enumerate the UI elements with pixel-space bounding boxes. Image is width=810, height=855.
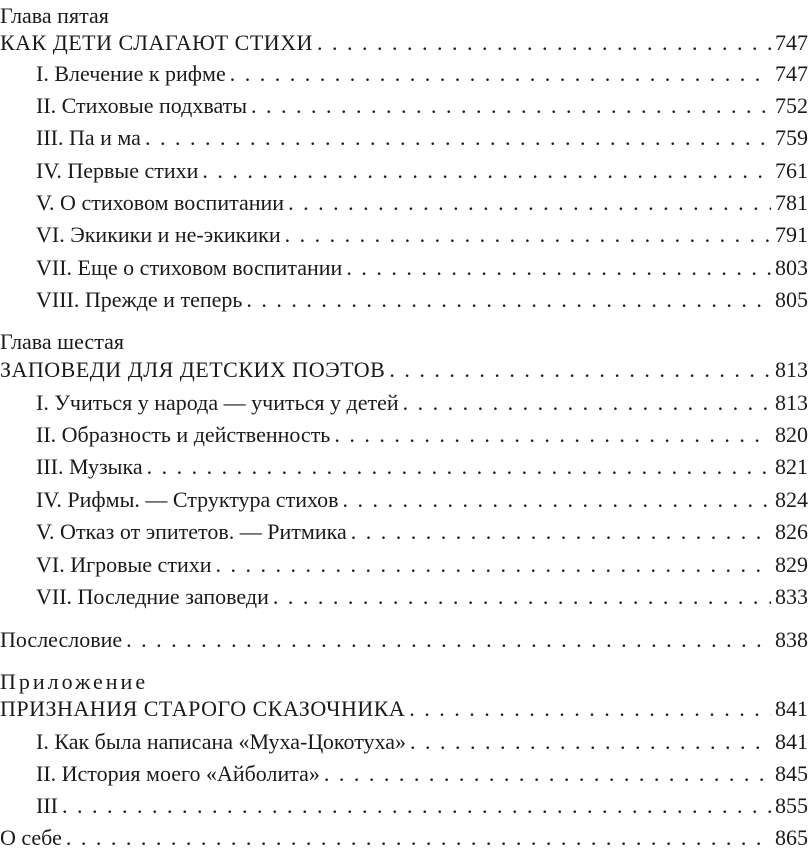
page-number: 759 [775, 125, 808, 150]
dot-leader [230, 58, 771, 90]
dot-leader [215, 549, 771, 581]
entry-title: Послесловие [0, 627, 123, 652]
entry-title: IV. Рифмы. — Структура стихов [36, 487, 339, 512]
dot-leader [62, 790, 771, 822]
entry-title: III. Музыка [36, 454, 143, 479]
page-number: 747 [775, 61, 808, 86]
chapter-label-text: Глава пятая [0, 3, 109, 28]
dot-leader [389, 354, 771, 386]
dot-leader [246, 284, 771, 316]
page-number: 805 [775, 287, 808, 312]
page-number: 824 [775, 487, 808, 512]
toc-entry[interactable] [36, 387, 808, 419]
toc-entry-afterword[interactable] [0, 624, 808, 656]
dot-leader [288, 187, 771, 219]
toc-entry[interactable] [36, 549, 808, 581]
dot-leader [66, 822, 771, 854]
dot-leader [403, 387, 771, 419]
toc-entry[interactable] [36, 451, 808, 483]
toc-entry-chapter-title[interactable] [0, 354, 808, 386]
entry-title: I. Влечение к рифме [36, 61, 226, 86]
dot-leader [351, 516, 771, 548]
page-number: 838 [775, 627, 808, 652]
page-number: 761 [775, 158, 808, 183]
entry-title: II. Стиховые подхваты [36, 93, 248, 118]
page-number: 826 [775, 519, 808, 544]
page-number: 821 [775, 454, 808, 479]
toc-entry-about[interactable] [0, 822, 808, 854]
dot-leader [409, 693, 771, 725]
page-number: 803 [775, 255, 808, 280]
entry-title: II. История моего «Айболита» [36, 761, 320, 786]
toc-entry[interactable] [36, 419, 808, 451]
page-number: 791 [775, 222, 808, 247]
entry-title: III. Па и ма [36, 125, 141, 150]
dot-leader [147, 451, 771, 483]
chapter-label-text: Глава шестая [0, 329, 124, 354]
chapter-title: КАК ДЕТИ СЛАГАЮТ СТИХИ [0, 30, 313, 55]
entry-title: О себе [0, 825, 62, 850]
dot-leader [334, 419, 771, 451]
entry-title: V. О стиховом воспитании [36, 190, 285, 215]
toc-entry[interactable] [36, 155, 808, 187]
toc-entry-appendix-title[interactable] [0, 693, 808, 725]
dot-leader [410, 726, 771, 758]
entry-title: VII. Последние заповеди [36, 584, 269, 609]
entry-title: III [36, 793, 58, 818]
entry-title: VII. Еще о стиховом воспитании [36, 255, 343, 280]
page-number: 829 [775, 552, 808, 577]
toc-entry[interactable] [36, 484, 808, 516]
toc-entry[interactable] [36, 758, 808, 790]
toc-entry[interactable] [36, 252, 808, 284]
page-number: 820 [775, 422, 808, 447]
dot-leader [251, 90, 771, 122]
dot-leader [285, 219, 771, 251]
page-number: 865 [775, 825, 808, 850]
dot-leader [145, 122, 771, 154]
page-number: 813 [775, 357, 808, 382]
entry-title: VI. Игровые стихи [36, 552, 212, 577]
page-number: 845 [775, 761, 808, 786]
toc-entry[interactable] [36, 90, 808, 122]
entry-title: V. Отказ от эпитетов. — Ритмика [36, 519, 347, 544]
page-number: 813 [775, 390, 808, 415]
page-number: 841 [775, 696, 808, 721]
appendix-title: ПРИЗНАНИЯ СТАРОГО СКАЗОЧНИКА [0, 696, 406, 721]
page-number: 752 [775, 93, 808, 118]
toc-entry-chapter-title[interactable] [0, 27, 808, 59]
page-number: 855 [775, 793, 808, 818]
dot-leader [126, 624, 771, 656]
page-number: 747 [775, 30, 808, 55]
toc-entry[interactable] [36, 122, 808, 154]
entry-title: IV. Первые стихи [36, 158, 199, 183]
toc-entry[interactable] [36, 284, 808, 316]
page-number: 781 [775, 190, 808, 215]
entry-title: VI. Экикики и не-экикики [36, 222, 281, 247]
dot-leader [324, 758, 771, 790]
entry-title: I. Как была написана «Муха-Цокотуха» [36, 729, 407, 754]
dot-leader [317, 27, 771, 59]
toc-entry[interactable] [36, 187, 808, 219]
toc-entry[interactable] [36, 790, 808, 822]
page-number: 841 [775, 729, 808, 754]
entry-title: I. Учиться у народа — учиться у детей [36, 390, 399, 415]
toc-entry[interactable] [36, 581, 808, 613]
dot-leader [273, 581, 771, 613]
toc-entry[interactable] [36, 726, 808, 758]
toc-entry[interactable] [36, 58, 808, 90]
toc-entry[interactable] [36, 219, 808, 251]
chapter-title: ЗАПОВЕДИ ДЛЯ ДЕТСКИХ ПОЭТОВ [0, 357, 386, 382]
page-number: 833 [775, 584, 808, 609]
appendix-label-text: Приложение [0, 669, 149, 694]
entry-title: II. Образность и действенность [36, 422, 331, 447]
dot-leader [346, 252, 771, 284]
entry-title: VIII. Прежде и теперь [36, 287, 243, 312]
dot-leader [343, 484, 771, 516]
toc-entry[interactable] [36, 516, 808, 548]
dot-leader [202, 155, 771, 187]
